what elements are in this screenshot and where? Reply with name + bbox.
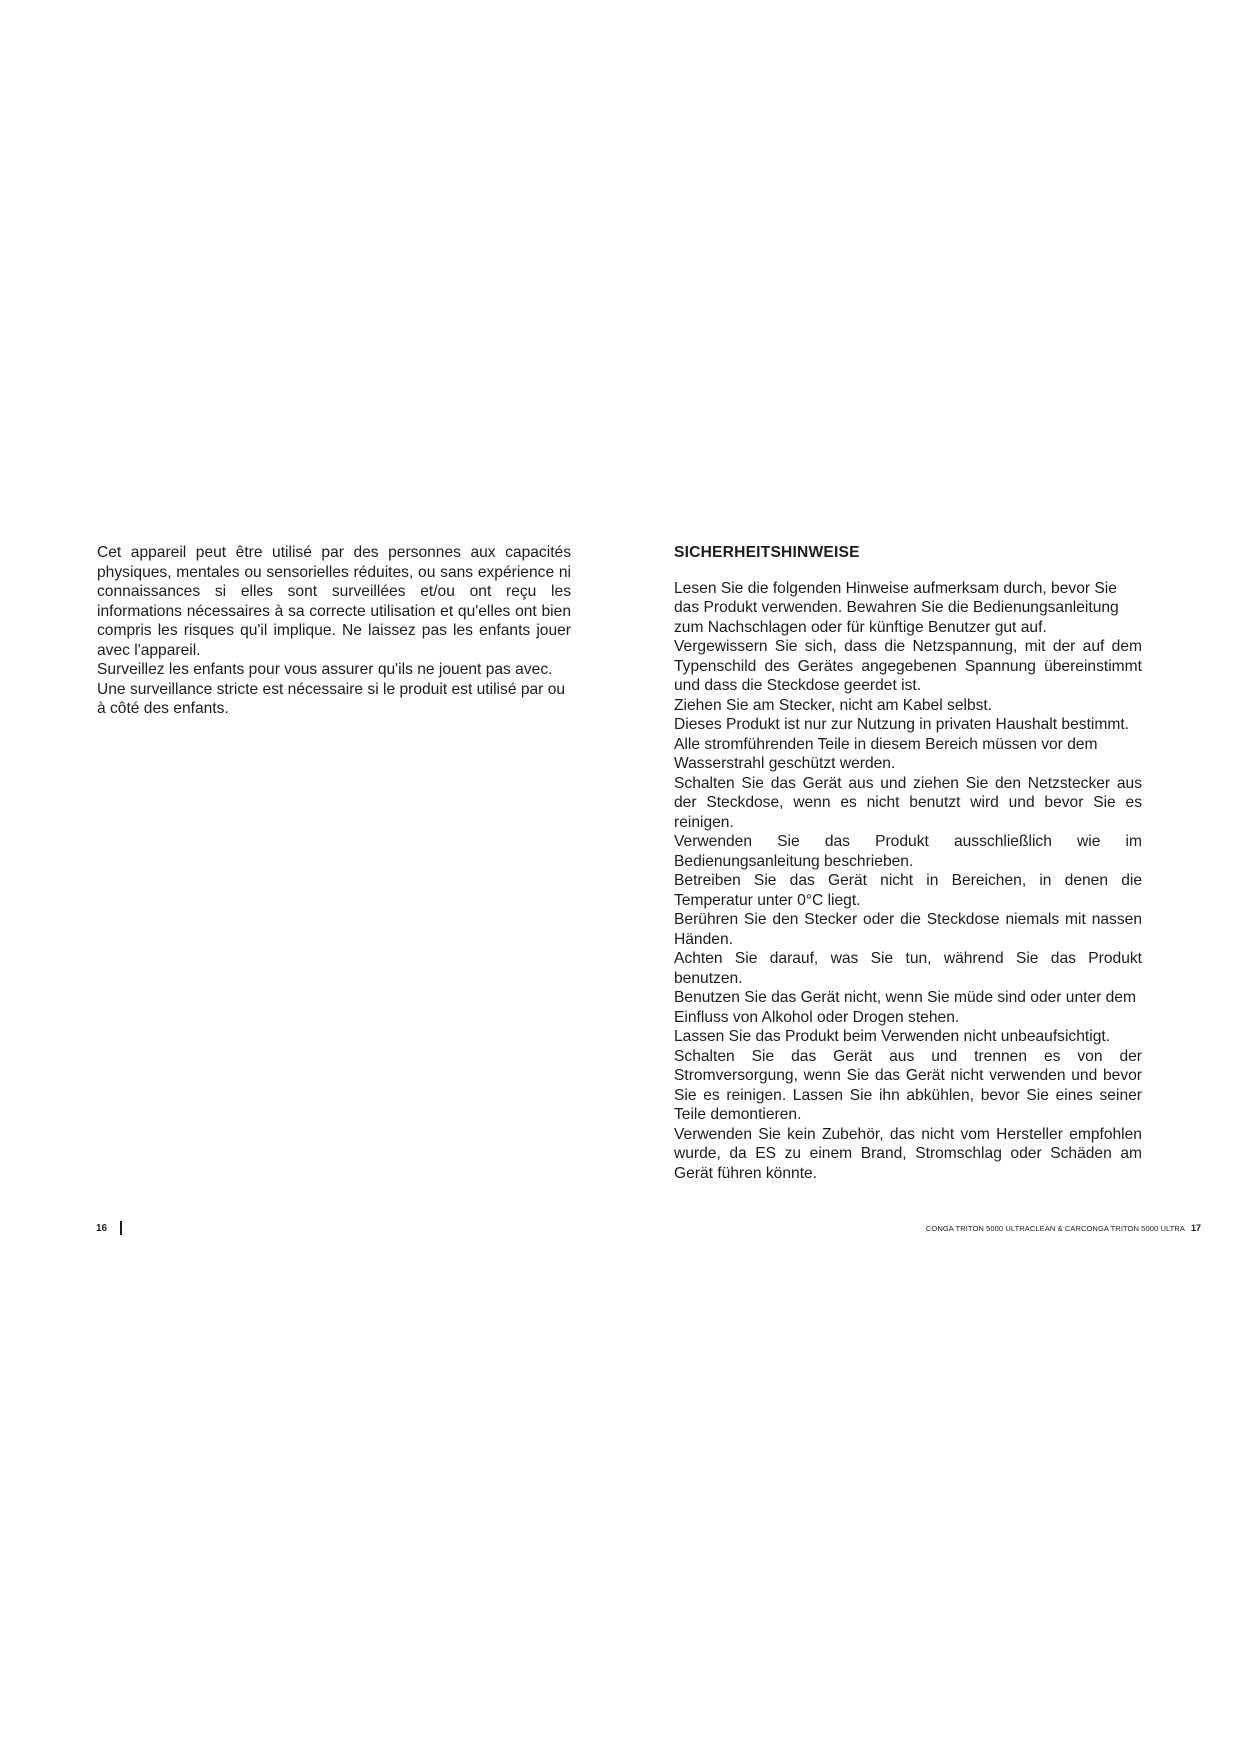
safety-section xyxy=(674,543,1142,1183)
safety-paragraph: Lesen Sie die folgenden Hinweise aufmerksam durch, bevor Sie das Produkt verwenden. Bewahren Sie die Bedienungsanleitung zum Nachschlagen oder für künftige Benutzer gut auf. xyxy=(674,579,1119,636)
safety-paragraph: Betreiben Sie das Gerät nicht in Bereichen, in denen die Temperatur unter 0°C liegt. xyxy=(674,872,1142,909)
safety-paragraph: Berühren Sie den Stecker oder die Steckdose niemals mit nassen Händen. xyxy=(674,911,1142,948)
safety-paragraph: Vergewissern Sie sich, dass die Netzspannung, mit der auf dem Typenschild des Gerätes angegebenen Spannung übereinstimmt und dass die Steckdose geerdet ist. xyxy=(674,638,1142,694)
right-page-footer xyxy=(926,1223,1201,1233)
right-page xyxy=(620,0,1241,1754)
page-number: 16 xyxy=(96,1222,108,1234)
safety-paragraph: Alle stromführenden Teile in diesem Bereich müssen vor dem Wasserstrahl geschützt werden. xyxy=(674,735,1098,772)
safety-paragraph: Verwenden Sie das Produkt ausschließlich wie im Bedienungsanleitung beschrieben. xyxy=(674,833,1142,870)
safety-paragraph: Benutzen Sie das Gerät nicht, wenn Sie müde sind oder unter dem Einfluss von Alkohol oder Drogen stehen. xyxy=(674,989,1137,1026)
safety-paragraph: Verwenden Sie kein Zubehör, das nicht vom Hersteller empfohlen wurde, da ES zu einem Brand, Stromschlag oder Schäden am Gerät führen könnte. xyxy=(674,1125,1142,1182)
page-number-divider xyxy=(120,1221,122,1235)
safety-paragraph: Schalten Sie das Gerät aus und ziehen Sie den Netzstecker aus der Steckdose, wenn es nicht benutzt wird und bevor Sie es reinigen. xyxy=(674,774,1142,831)
left-page-footer xyxy=(96,1221,122,1235)
body-paragraph: Surveillez les enfants pour vous assurer qu'ils ne jouent pas avec. Une surveillance stricte est nécessaire si le produit est utilisé par ou à côté des enfants. xyxy=(97,661,566,717)
safety-paragraph: Dieses Produkt ist nur zur Nutzung in privaten Haushalt bestimmt. xyxy=(674,716,1130,733)
left-page xyxy=(0,0,620,1754)
safety-paragraph: Lassen Sie das Produkt beim Verwenden nicht unbeaufsichtigt. xyxy=(674,1028,1111,1045)
left-page-body xyxy=(97,543,571,719)
section-title: SICHERHEITSHINWEISE xyxy=(674,544,860,561)
body-paragraph: Cet appareil peut être utilisé par des personnes aux capacités physiques, mentales ou sensorielles réduites, ou sans expérience ni connaissances si elles sont surveillées et/ou ont reçu les informations nécessaires à sa correcte utilisation et qu'elles ont bien compris les risques qu'il implique. Ne laissez pas les enfants jouer avec l'appareil. xyxy=(97,544,571,659)
safety-paragraph: Achten Sie darauf, was Sie tun, während Sie das Produkt benutzen. xyxy=(674,950,1142,987)
safety-paragraph: Schalten Sie das Gerät aus und trennen es von der Stromversorgung, wenn Sie das Gerät nicht verwenden und bevor Sie es reinigen. Lassen Sie ihn abkühlen, bevor Sie eines seiner Teile demontieren. xyxy=(674,1047,1142,1123)
page-number: 17 xyxy=(1190,1223,1201,1233)
product-name: CONGA TRITON 5000 ULTRACLEAN & CARCONGA TRITON 5000 ULTRA xyxy=(925,1223,1185,1233)
safety-paragraph: Ziehen Sie am Stecker, nicht am Kabel selbst. xyxy=(674,696,993,714)
